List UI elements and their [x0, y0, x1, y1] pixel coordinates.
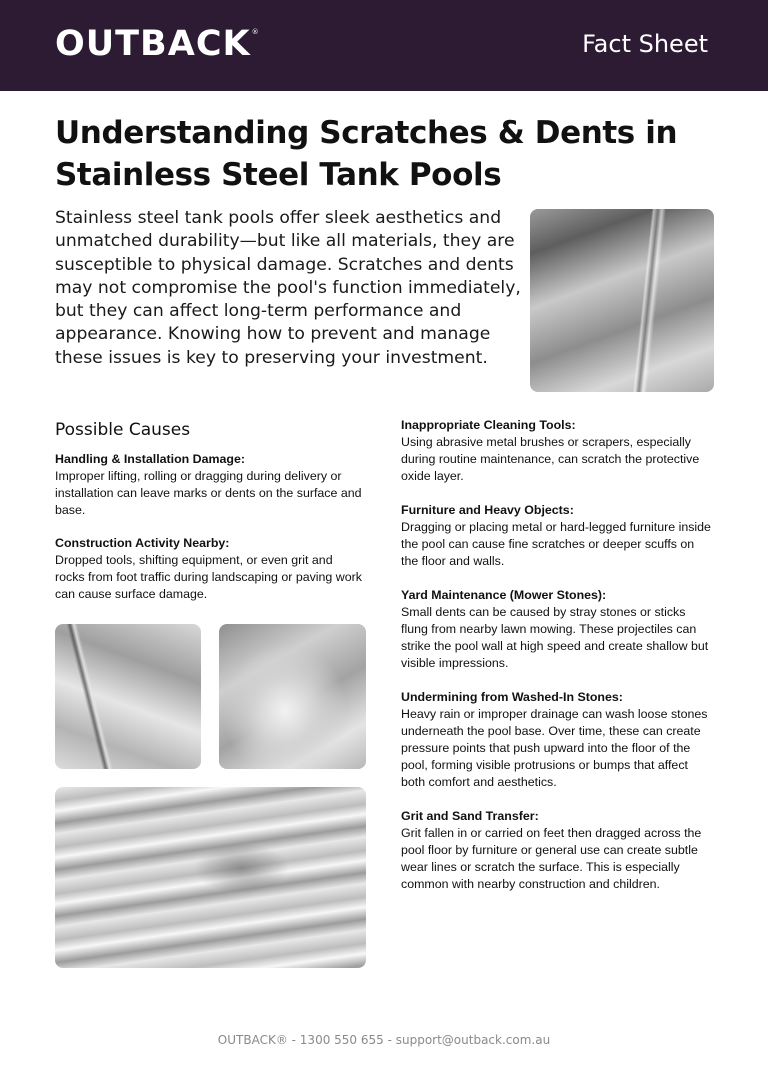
- cause-text: Small dents can be caused by stray stones or sticks flung from nearby lawn mowing. These projectiles can strike the pool wall at high speed and create shallow but visible impressions.: [401, 605, 709, 670]
- scratch-closeup-photo: [55, 624, 201, 769]
- cause-title: Inappropriate Cleaning Tools:: [401, 418, 576, 432]
- cause-furniture-heavy-objects: [401, 502, 713, 570]
- surface-damage-photo: [219, 624, 366, 769]
- cause-title: Grit and Sand Transfer:: [401, 809, 539, 823]
- cause-grit-sand-transfer: [401, 808, 713, 893]
- cause-title: Construction Activity Nearby:: [55, 536, 230, 550]
- cause-text: Using abrasive metal brushes or scrapers, especially during routine maintenance, can scratch the protective oxide layer.: [401, 435, 700, 483]
- cause-text: Improper lifting, rolling or dragging during delivery or installation can leave marks or dents on the surface and base.: [55, 469, 362, 517]
- intro-paragraph: Stainless steel tank pools offer sleek aesthetics and unmatched durability—but like all materials, they are susceptible to physical damage. Scratches and dents may not compromise the pool's function immediately, but they can affect long-term performance and appearance. Knowing how to prevent and manage these issues is key to preserving your investment.: [55, 208, 521, 368]
- header-bar: [0, 0, 768, 91]
- cause-title: Yard Maintenance (Mower Stones):: [401, 588, 607, 602]
- scratched-steel-wall-photo: [530, 209, 714, 392]
- cause-title: Undermining from Washed-In Stones:: [401, 690, 623, 704]
- cause-text: Grit fallen in or carried on feet then dragged across the pool floor by furniture or general use can create subtle wear lines or scratch the surface. This is especially common with nearby construction and children.: [401, 826, 702, 891]
- page-title: Understanding Scratches & Dents in Stainless Steel Tank Pools: [55, 115, 678, 193]
- cause-construction-activity: [55, 535, 365, 603]
- possible-causes-heading: Possible Causes: [55, 420, 191, 440]
- dented-corrugated-wall-photo: [55, 787, 366, 968]
- footer-contact: OUTBACK® - 1300 550 655 - support@outback.com.au: [217, 1033, 551, 1047]
- registered-mark: ®: [251, 28, 260, 36]
- cause-title: Handling & Installation Damage:: [55, 452, 246, 466]
- cause-title: Furniture and Heavy Objects:: [401, 503, 574, 517]
- logo-text: OUTBACK: [55, 24, 251, 64]
- cause-handling-installation: [55, 451, 365, 519]
- cause-text: Dragging or placing metal or hard-legged furniture inside the pool can cause fine scratches or deeper scuffs on the floor and walls.: [401, 520, 711, 568]
- fact-sheet-label: Fact Sheet: [582, 30, 708, 58]
- cause-washed-in-stones: [401, 689, 713, 791]
- outback-logo: [55, 24, 260, 64]
- cause-cleaning-tools: [401, 417, 713, 485]
- cause-mower-stones: [401, 587, 713, 672]
- cause-text: Dropped tools, shifting equipment, or even grit and rocks from foot traffic during landscaping or paving work can cause surface damage.: [55, 553, 362, 601]
- cause-text: Heavy rain or improper drainage can wash loose stones underneath the pool base. Over time, these can create pressure points that push upward into the floor of the pool, forming visible protrusions or bumps that affect both comfort and aesthetics.: [401, 707, 708, 789]
